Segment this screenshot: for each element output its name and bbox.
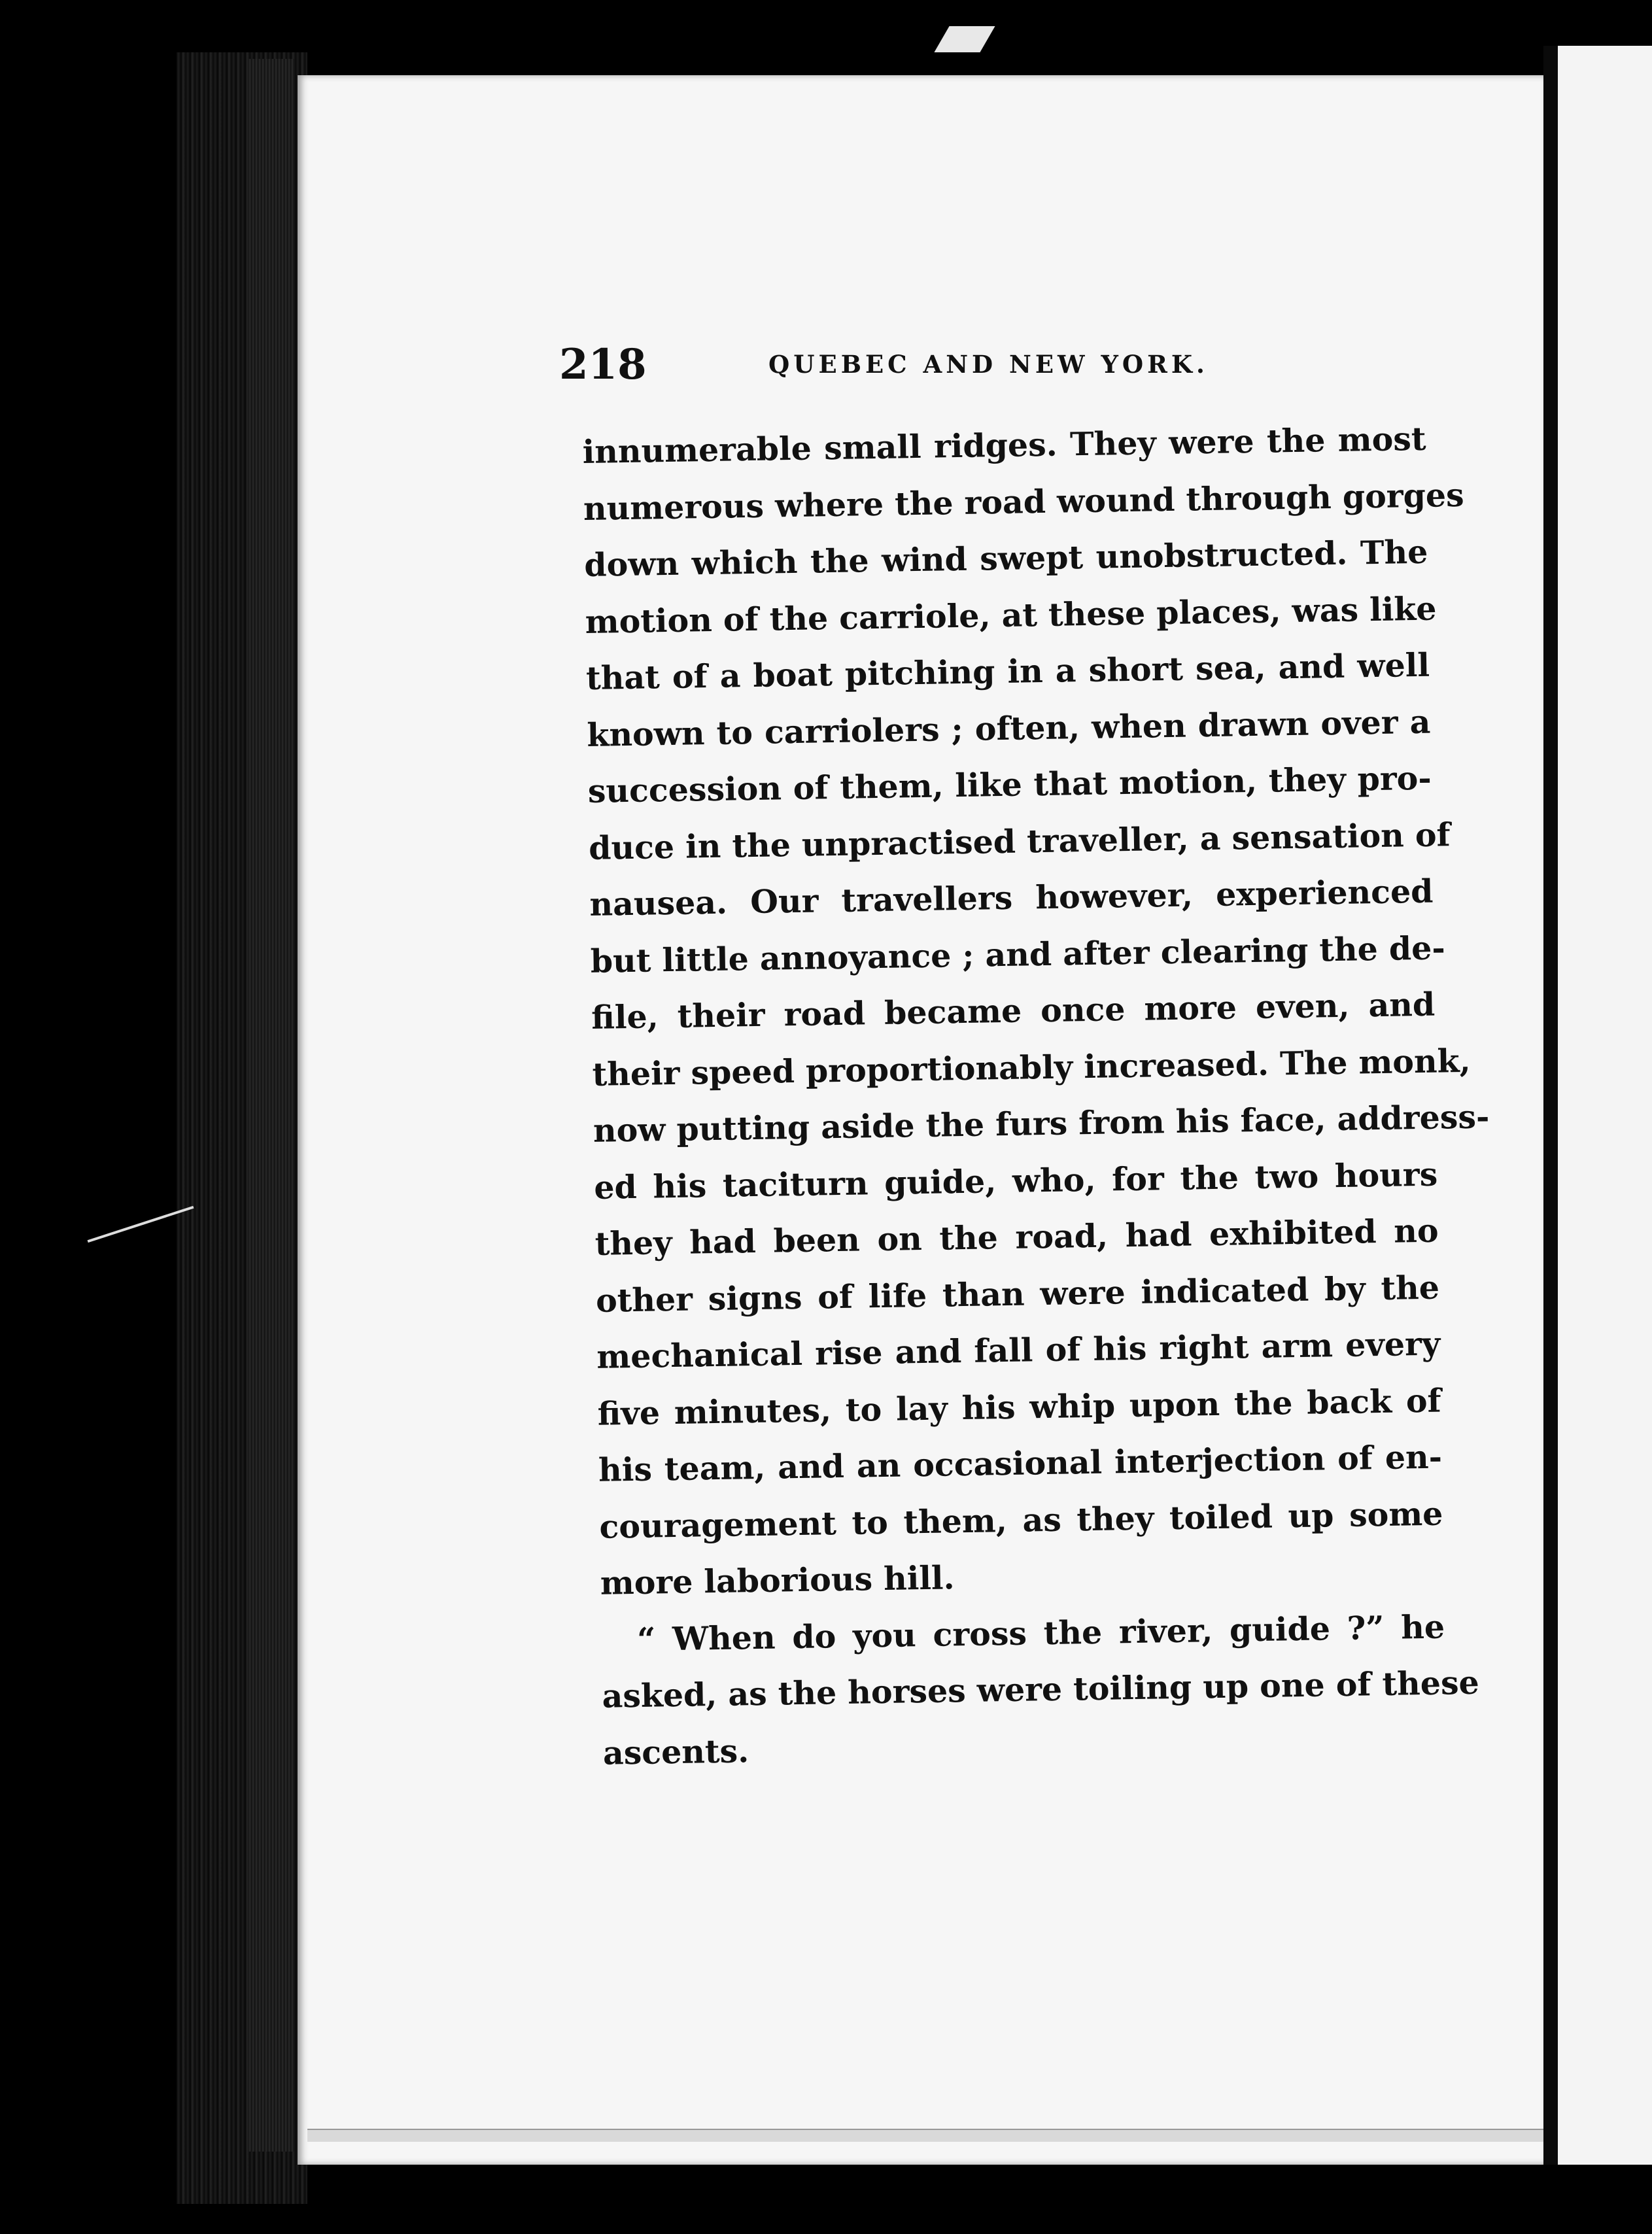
text-line: five minutes, to lay his whip upon the back of <box>597 1381 1442 1433</box>
page-number: 218 <box>559 340 647 389</box>
text-line: but little annoyance ; and after clearing the de- <box>590 928 1446 980</box>
text-line: down which the wind swept unobstructed. The <box>583 532 1428 584</box>
page-bottom-edge <box>307 2129 1543 2142</box>
text-line: more laborious hill. <box>600 1558 955 1602</box>
text-line: mechanical rise and fall of his right arm every <box>596 1324 1441 1376</box>
text-line: file, their road became once more even, and <box>591 985 1436 1037</box>
text-line: ascents. <box>602 1731 749 1772</box>
text-line: known to carriolers ; often, when drawn over a <box>587 702 1431 754</box>
body-text <box>582 411 1490 1781</box>
text-line: numerous where the road wound through gorges <box>583 475 1465 528</box>
text-line: that of a boat pitching in a short sea, and well <box>585 645 1430 697</box>
text-line: duce in the unpractised traveller, a sensation of <box>588 815 1451 867</box>
text-line: now putting aside the furs from his face, address- <box>593 1097 1490 1150</box>
text-line: couragement to them, as they toiled up some <box>599 1494 1443 1546</box>
text-line: other signs of life than were indicated by the <box>595 1268 1440 1320</box>
text-line: they had been on the road, had exhibited no <box>594 1211 1439 1263</box>
text-line: his team, and an occasional interjection of en- <box>598 1437 1443 1489</box>
book-spine-shadow <box>249 59 294 2152</box>
running-head: QUEBEC AND NEW YORK. <box>768 350 1209 379</box>
text-line: innumerable small ridges. They were the most <box>582 419 1426 471</box>
text-line: asked, as the horses were toiling up one of these <box>602 1663 1480 1715</box>
adjacent-page-edge <box>1543 46 1652 2165</box>
text-line: their speed proportionably increased. The monk, <box>592 1041 1471 1093</box>
text-line: “ When do you cross the river, guide ?” he <box>636 1607 1445 1658</box>
text-line: motion of the carriole, at these places, was like <box>585 589 1437 641</box>
text-line: ed his taciturn guide, who, for the two hours <box>593 1155 1438 1207</box>
text-line: nausea. Our travellers however, experienced <box>589 872 1434 923</box>
text-line: succession of them, like that motion, they pro- <box>587 759 1432 810</box>
paper-tab <box>934 26 995 52</box>
